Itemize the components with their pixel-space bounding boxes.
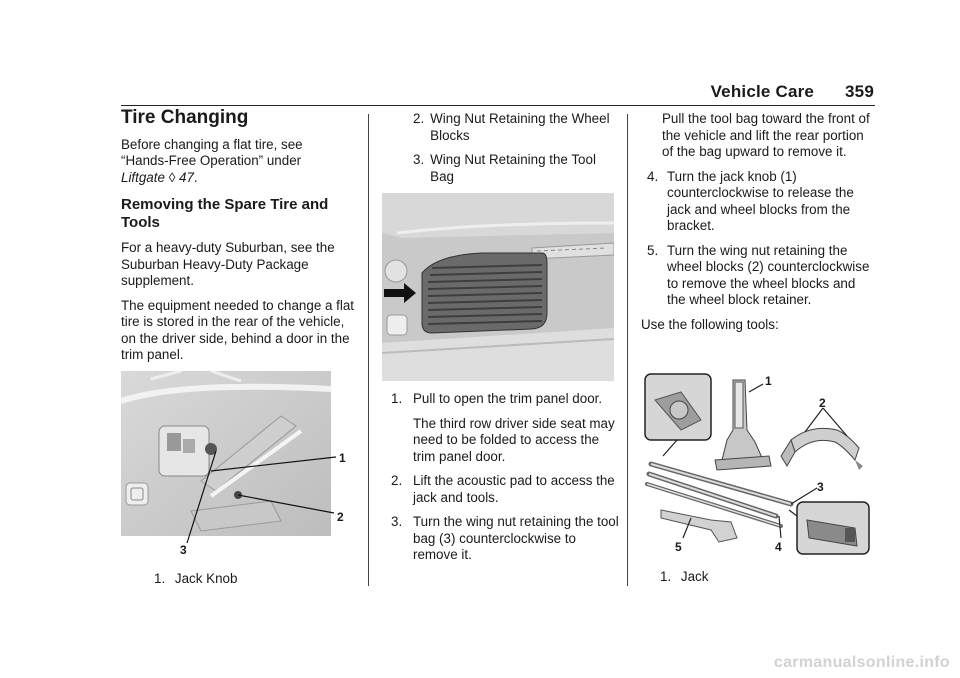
list-item: 4. Turn the jack knob (1) counterclockwise to release the jack and wheel blocks from the bracket. [647, 168, 854, 233]
tools-illustration [641, 370, 877, 560]
callout-2: 2 [337, 510, 344, 524]
section-title: Vehicle Care [710, 82, 815, 101]
paragraph-equipment: The equipment needed to change a flat tire is stored in the rear of the vehicle, on the driver side, behind a door in the trim panel. [121, 297, 355, 362]
liftgate-link[interactable]: Liftgate [121, 169, 165, 185]
page-ref[interactable]: ◊ 47 [168, 169, 194, 185]
column-divider-1 [368, 114, 369, 586]
intro-paragraph: Before changing a flat tire, see “Hands-Free Operation” under Liftgate ◊ 47. [121, 136, 303, 185]
list-item: 2. Lift the acoustic pad to access the jack and tools. [391, 473, 615, 505]
figure-1-caption: 1. Jack Knob [154, 571, 238, 586]
list-item: 1. Pull to open the trim panel door. [391, 391, 603, 406]
paragraph-heavy-duty: For a heavy-duty Suburban, see the Suburban Heavy-Duty Package supplement. [121, 240, 335, 288]
figure-3-caption: 1. Jack [660, 569, 709, 584]
callout-1: 1 [765, 374, 772, 388]
list-item: 3. Wing Nut Retaining the Tool Bag [413, 152, 596, 184]
callout-2: 2 [819, 396, 826, 410]
callout-3: 3 [817, 480, 824, 494]
page-number: 359 [845, 82, 874, 101]
column-1 [121, 107, 357, 372]
header-rule [121, 105, 875, 106]
page-header [711, 82, 874, 102]
column-2-top [391, 111, 619, 193]
callout-4: 4 [775, 540, 782, 554]
watermark: carmanualsonline.info [773, 654, 950, 671]
list-item: 3. Turn the wing nut retaining the tool bag (3) counterclockwise to remove it. [391, 514, 619, 562]
trim-panel-illustration [121, 371, 361, 563]
list-item: The third row driver side seat may need to be folded to access the trim panel door. [413, 415, 615, 464]
list-item: 5. Turn the wing nut retaining the wheel blocks (2) counterclockwise to remove the wheel blocks and the wheel block retainer. [647, 242, 870, 307]
subsection-heading: Removing the Spare Tire and Tools [121, 196, 329, 231]
section-heading: Tire Changing [121, 107, 249, 128]
callout-1: 1 [339, 451, 346, 465]
column-3 [641, 111, 877, 341]
callout-5: 5 [675, 540, 682, 554]
column-divider-2 [627, 114, 628, 586]
trim-door-illustration [382, 193, 614, 381]
use-tools-text: Use the following tools: [641, 316, 779, 332]
continued-paragraph: Pull the tool bag toward the front of the vehicle and lift the rear portion of the bag upward to remove it. [662, 111, 870, 159]
list-item: 2. Wing Nut Retaining the Wheel Blocks [413, 111, 610, 143]
callout-3: 3 [180, 543, 187, 557]
column-2-steps [391, 391, 619, 572]
